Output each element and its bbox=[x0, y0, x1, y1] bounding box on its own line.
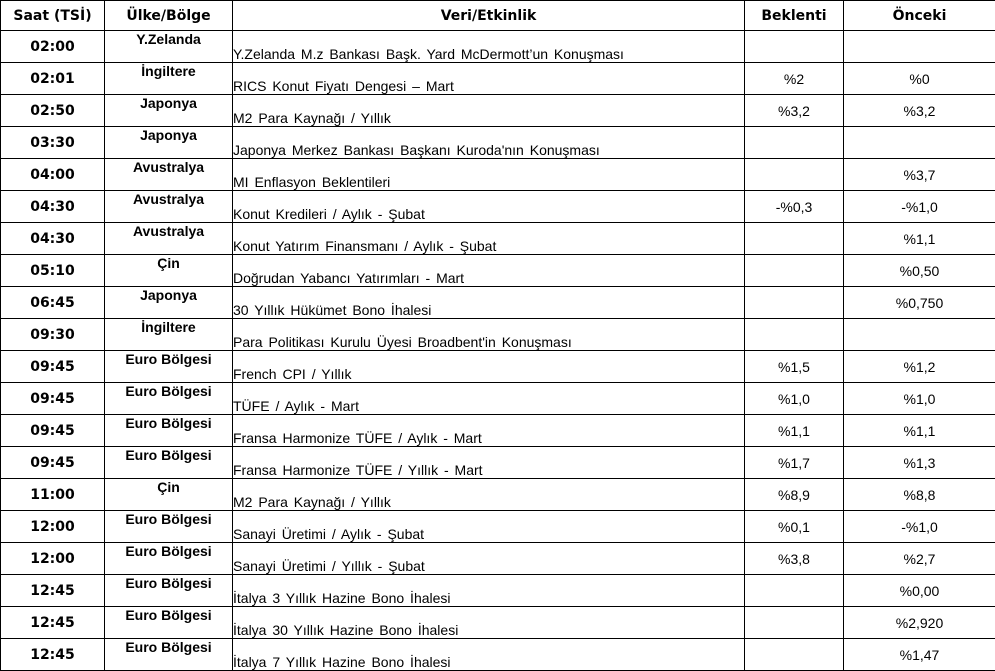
expected-cell: %3,8 bbox=[745, 543, 844, 575]
previous-cell: %8,8 bbox=[844, 479, 995, 511]
event-cell: MI Enflasyon Beklentileri bbox=[233, 159, 745, 191]
event-cell: French CPI / Yıllık bbox=[233, 351, 745, 383]
previous-cell: -%1,0 bbox=[844, 511, 995, 543]
country-cell: Avustralya bbox=[105, 223, 233, 255]
expected-cell: %1,7 bbox=[745, 447, 844, 479]
table-row bbox=[1, 639, 995, 671]
event-cell: Y.Zelanda M.z Bankası Başk. Yard McDermott’un Konuşması bbox=[233, 31, 745, 63]
event-cell: 30 Yıllık Hükümet Bono İhalesi bbox=[233, 287, 745, 319]
country-cell: Japonya bbox=[105, 95, 233, 127]
expected-cell: %1,5 bbox=[745, 351, 844, 383]
table-row bbox=[1, 415, 995, 447]
country-cell: Euro Bölgesi bbox=[105, 575, 233, 607]
country-cell: İngiltere bbox=[105, 63, 233, 95]
time-cell: 04:00 bbox=[1, 159, 105, 191]
expected-cell bbox=[745, 223, 844, 255]
time-cell: 12:45 bbox=[1, 639, 105, 671]
expected-cell: %8,9 bbox=[745, 479, 844, 511]
event-cell: Konut Yatırım Finansmanı / Aylık - Şubat bbox=[233, 223, 745, 255]
time-cell: 11:00 bbox=[1, 479, 105, 511]
event-cell: Doğrudan Yabancı Yatırımları - Mart bbox=[233, 255, 745, 287]
time-cell: 05:10 bbox=[1, 255, 105, 287]
previous-cell bbox=[844, 127, 995, 159]
time-cell: 02:50 bbox=[1, 95, 105, 127]
expected-cell bbox=[745, 319, 844, 351]
country-cell: Japonya bbox=[105, 287, 233, 319]
country-cell: Euro Bölgesi bbox=[105, 383, 233, 415]
table-row bbox=[1, 287, 995, 319]
table-row bbox=[1, 127, 995, 159]
table-row bbox=[1, 95, 995, 127]
table-row bbox=[1, 223, 995, 255]
country-cell: Japonya bbox=[105, 127, 233, 159]
country-cell: Y.Zelanda bbox=[105, 31, 233, 63]
time-cell: 03:30 bbox=[1, 127, 105, 159]
table-row bbox=[1, 511, 995, 543]
previous-cell: %1,2 bbox=[844, 351, 995, 383]
time-cell: 12:00 bbox=[1, 511, 105, 543]
previous-cell: %2,920 bbox=[844, 607, 995, 639]
table-row bbox=[1, 383, 995, 415]
expected-cell bbox=[745, 607, 844, 639]
expected-cell bbox=[745, 159, 844, 191]
expected-cell: %1,0 bbox=[745, 383, 844, 415]
event-cell: Fransa Harmonize TÜFE / Yıllık - Mart bbox=[233, 447, 745, 479]
previous-cell: %3,7 bbox=[844, 159, 995, 191]
time-cell: 09:45 bbox=[1, 383, 105, 415]
previous-cell bbox=[844, 31, 995, 63]
event-cell: İtalya 7 Yıllık Hazine Bono İhalesi bbox=[233, 639, 745, 671]
time-cell: 04:30 bbox=[1, 223, 105, 255]
header-event: Veri/Etkinlik bbox=[233, 1, 745, 31]
expected-cell bbox=[745, 255, 844, 287]
previous-cell: %1,1 bbox=[844, 223, 995, 255]
country-cell: Euro Bölgesi bbox=[105, 639, 233, 671]
time-cell: 02:01 bbox=[1, 63, 105, 95]
header-country: Ülke/Bölge bbox=[105, 1, 233, 31]
time-cell: 04:30 bbox=[1, 191, 105, 223]
header-row bbox=[1, 1, 995, 31]
time-cell: 09:45 bbox=[1, 351, 105, 383]
expected-cell bbox=[745, 31, 844, 63]
time-cell: 06:45 bbox=[1, 287, 105, 319]
time-cell: 09:45 bbox=[1, 415, 105, 447]
expected-cell: %1,1 bbox=[745, 415, 844, 447]
country-cell: Euro Bölgesi bbox=[105, 415, 233, 447]
country-cell: İngiltere bbox=[105, 319, 233, 351]
country-cell: Avustralya bbox=[105, 159, 233, 191]
table-row bbox=[1, 319, 995, 351]
expected-cell: -%0,3 bbox=[745, 191, 844, 223]
event-cell: Sanayi Üretimi / Aylık - Şubat bbox=[233, 511, 745, 543]
header-previous: Önceki bbox=[844, 1, 995, 31]
table-row bbox=[1, 191, 995, 223]
expected-cell bbox=[745, 127, 844, 159]
header-time: Saat (TSİ) bbox=[1, 1, 105, 31]
previous-cell: %2,7 bbox=[844, 543, 995, 575]
previous-cell: %0,750 bbox=[844, 287, 995, 319]
table-row bbox=[1, 31, 995, 63]
table-row bbox=[1, 255, 995, 287]
event-cell: Para Politikası Kurulu Üyesi Broadbent'in Konuşması bbox=[233, 319, 745, 351]
table-row bbox=[1, 575, 995, 607]
previous-cell: %1,1 bbox=[844, 415, 995, 447]
previous-cell: %3,2 bbox=[844, 95, 995, 127]
event-cell: TÜFE / Aylık - Mart bbox=[233, 383, 745, 415]
event-cell: M2 Para Kaynağı / Yıllık bbox=[233, 479, 745, 511]
time-cell: 12:00 bbox=[1, 543, 105, 575]
time-cell: 09:30 bbox=[1, 319, 105, 351]
table-row bbox=[1, 543, 995, 575]
expected-cell bbox=[745, 575, 844, 607]
table-row bbox=[1, 63, 995, 95]
previous-cell: %1,0 bbox=[844, 383, 995, 415]
country-cell: Avustralya bbox=[105, 191, 233, 223]
country-cell: Euro Bölgesi bbox=[105, 511, 233, 543]
expected-cell: %3,2 bbox=[745, 95, 844, 127]
country-cell: Çin bbox=[105, 255, 233, 287]
event-cell: Fransa Harmonize TÜFE / Aylık - Mart bbox=[233, 415, 745, 447]
previous-cell: -%1,0 bbox=[844, 191, 995, 223]
country-cell: Euro Bölgesi bbox=[105, 543, 233, 575]
event-cell: Japonya Merkez Bankası Başkanı Kuroda'nın Konuşması bbox=[233, 127, 745, 159]
expected-cell: %0,1 bbox=[745, 511, 844, 543]
previous-cell: %0,50 bbox=[844, 255, 995, 287]
event-cell: M2 Para Kaynağı / Yıllık bbox=[233, 95, 745, 127]
previous-cell: %1,3 bbox=[844, 447, 995, 479]
expected-cell bbox=[745, 287, 844, 319]
previous-cell: %0,00 bbox=[844, 575, 995, 607]
country-cell: Çin bbox=[105, 479, 233, 511]
event-cell: Sanayi Üretimi / Yıllık - Şubat bbox=[233, 543, 745, 575]
previous-cell: %0 bbox=[844, 63, 995, 95]
event-cell: RICS Konut Fiyatı Dengesi – Mart bbox=[233, 63, 745, 95]
event-cell: Konut Kredileri / Aylık - Şubat bbox=[233, 191, 745, 223]
time-cell: 09:45 bbox=[1, 447, 105, 479]
time-cell: 12:45 bbox=[1, 575, 105, 607]
expected-cell bbox=[745, 639, 844, 671]
time-cell: 02:00 bbox=[1, 31, 105, 63]
country-cell: Euro Bölgesi bbox=[105, 447, 233, 479]
event-cell: İtalya 3 Yıllık Hazine Bono İhalesi bbox=[233, 575, 745, 607]
table-row bbox=[1, 447, 995, 479]
time-cell: 12:45 bbox=[1, 607, 105, 639]
expected-cell: %2 bbox=[745, 63, 844, 95]
previous-cell: %1,47 bbox=[844, 639, 995, 671]
table-row bbox=[1, 607, 995, 639]
header-expected: Beklenti bbox=[745, 1, 844, 31]
table-row bbox=[1, 351, 995, 383]
country-cell: Euro Bölgesi bbox=[105, 351, 233, 383]
country-cell: Euro Bölgesi bbox=[105, 607, 233, 639]
table-row bbox=[1, 159, 995, 191]
previous-cell bbox=[844, 319, 995, 351]
table-row bbox=[1, 479, 995, 511]
event-cell: İtalya 30 Yıllık Hazine Bono İhalesi bbox=[233, 607, 745, 639]
